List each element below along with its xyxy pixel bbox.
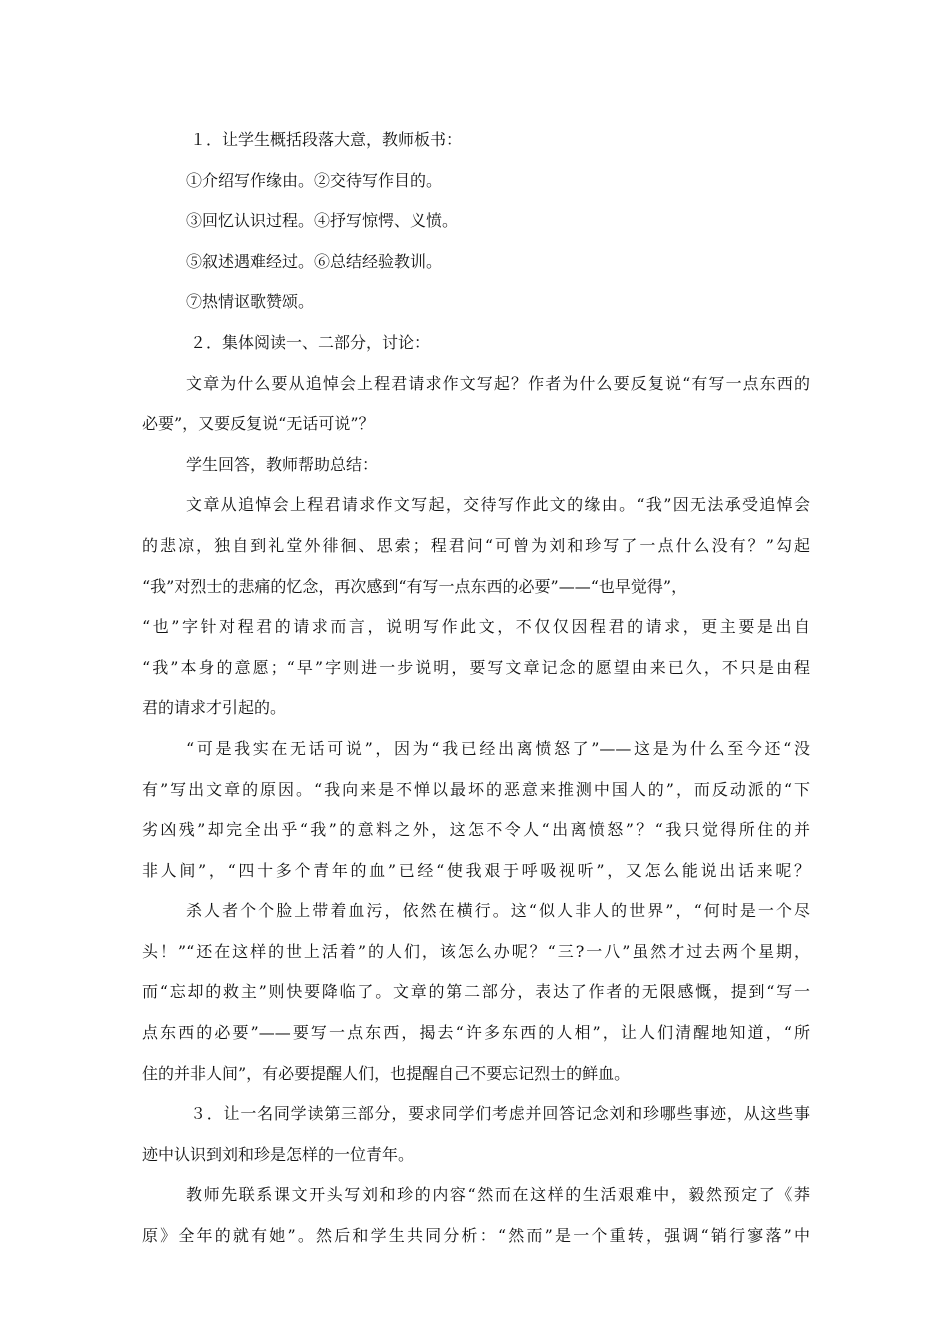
text-line: 点东西的必要”——要写一点东西，揭去“许多东西的人相”，让人们清醒地知道，“所	[142, 1023, 810, 1043]
text-line: ２．集体阅读一、二部分，讨论：	[190, 332, 431, 352]
text-line: 文章为什么要从追悼会上程君请求作文写起？作者为什么要反复说“有写一点东西的	[186, 373, 810, 393]
text-line: ⑤叙述遇难经过。⑥总结经验教训。	[186, 251, 443, 271]
text-line: ⑦热情讴歌赞颂。	[186, 292, 315, 312]
text-line: 君的请求才引起的。	[142, 698, 287, 718]
text-line: 必要”，又要反复说“无话可说”？	[142, 414, 375, 434]
text-line: 的悲凉，独自到礼堂外徘徊、思索；程君问“可曾为刘和珍写了一点什么没有？”勾起	[142, 535, 810, 555]
text-line: 非人间”，“四十多个青年的血”已经“使我艰于呼吸视听”，又怎么能说出话来呢？	[142, 860, 810, 880]
text-line: 头！”“还在这样的世上活着”的人们，该怎么办呢？“三?一八”虽然才过去两个星期，	[142, 941, 810, 961]
text-line: “我”对烈士的悲痛的忆念，再次感到“有写一点东西的必要”——“也早觉得”，	[142, 576, 688, 596]
text-line: ①介绍写作缘由。②交待写作目的。	[186, 170, 443, 190]
text-line: “可是我实在无话可说”，因为“我已经出离愤怒了”——这是为什么至今还“没	[186, 738, 810, 758]
text-line: 原》全年的就有她”。然后和学生共同分析：“然而”是一个重转，强调“销行寥落”中	[142, 1226, 810, 1246]
text-line: “我”本身的意愿；“早”字则进一步说明，要写文章记念的愿望由来已久，不只是由程	[142, 657, 810, 677]
document-body	[142, 120, 810, 1257]
text-line: 住的并非人间”，有必要提醒人们，也提醒自己不要忘记烈士的鲜血。	[142, 1063, 631, 1083]
text-line: “也”字针对程君的请求而言，说明写作此文，不仅仅因程君的请求，更主要是出自	[142, 617, 810, 637]
text-line: 教师先联系课文开头写刘和珍的内容“然而在这样的生活艰难中，毅然预定了《莽	[186, 1185, 810, 1205]
text-line: 学生回答，教师帮助总结：	[186, 454, 379, 474]
text-line: 迹中认识到刘和珍是怎样的一位青年。	[142, 1144, 415, 1164]
text-line: １．让学生概括段落大意，教师板书：	[190, 130, 463, 149]
text-line: 有”写出文章的原因。“我向来是不惮以最坏的恶意来推测中国人的”，而反动派的“下	[142, 779, 810, 799]
text-line: 杀人者个个脸上带着血污，依然在横行。这“似人非人的世界”，“何时是一个尽	[186, 901, 810, 921]
text-line: 而“忘却的救主”则快要降临了。文章的第二部分，表达了作者的无限感慨，提到“写一	[142, 982, 810, 1002]
text-line: ③回忆认识过程。④抒写惊愕、义愤。	[186, 211, 459, 231]
text-line: ３．让一名同学读第三部分，要求同学们考虑并回答记念刘和珍哪些事迹，从这些事	[190, 1104, 810, 1124]
text-line: 文章从追悼会上程君请求作文写起，交待写作此文的缘由。“我”因无法承受追悼会	[186, 495, 810, 515]
text-line: 劣凶残”却完全出乎“我”的意料之外，这怎不令人“出离愤怒”？“我只觉得所住的并	[142, 820, 810, 840]
